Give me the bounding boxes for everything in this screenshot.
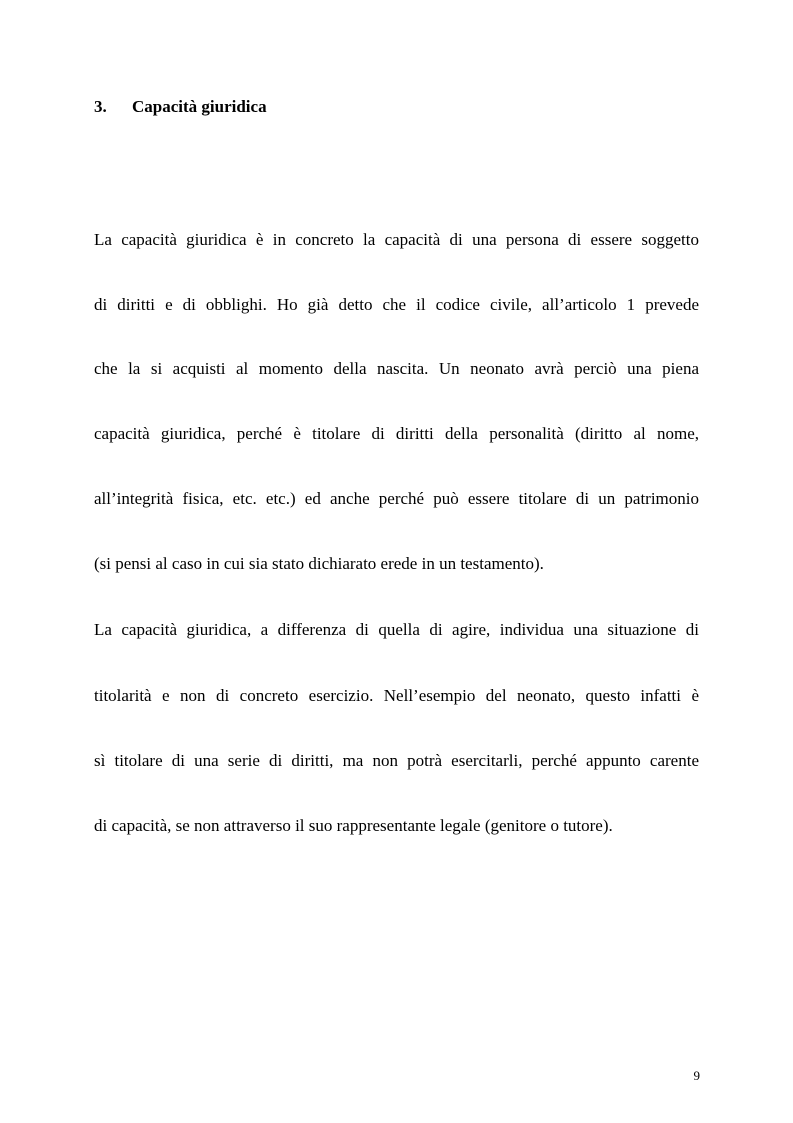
paragraph-line: La capacità giuridica, a differenza di quella di agire, individua una situazione di [94, 620, 699, 639]
section-title: Capacità giuridica [132, 97, 267, 116]
section-heading [94, 96, 267, 118]
paragraph-line: all’integrità fisica, etc. etc.) ed anche perché può essere titolare di un patrimonio [94, 489, 699, 508]
section-number: 3. [94, 97, 107, 116]
paragraph-line: di diritti e di obblighi. Ho già detto che il codice civile, all’articolo 1 prevede [94, 295, 699, 314]
paragraph-line: titolarità e non di concreto esercizio. Nell’esempio del neonato, questo infatti è [94, 686, 699, 705]
paragraph-line: sì titolare di una serie di diritti, ma non potrà esercitarli, perché appunto carente [94, 751, 699, 770]
page-number: 9 [693, 1068, 700, 1083]
paragraph-line: (si pensi al caso in cui sia stato dichiarato erede in un testamento). [94, 554, 544, 573]
paragraph-line: capacità giuridica, perché è titolare di diritti della personalità (diritto al nome, [94, 424, 699, 443]
paragraph-line: che la si acquisti al momento della nascita. Un neonato avrà perciò una piena [94, 359, 699, 378]
paragraph-line: di capacità, se non attraverso il suo rappresentante legale (genitore o tutore). [94, 816, 613, 835]
paragraph-line: La capacità giuridica è in concreto la capacità di una persona di essere soggetto [94, 230, 699, 249]
